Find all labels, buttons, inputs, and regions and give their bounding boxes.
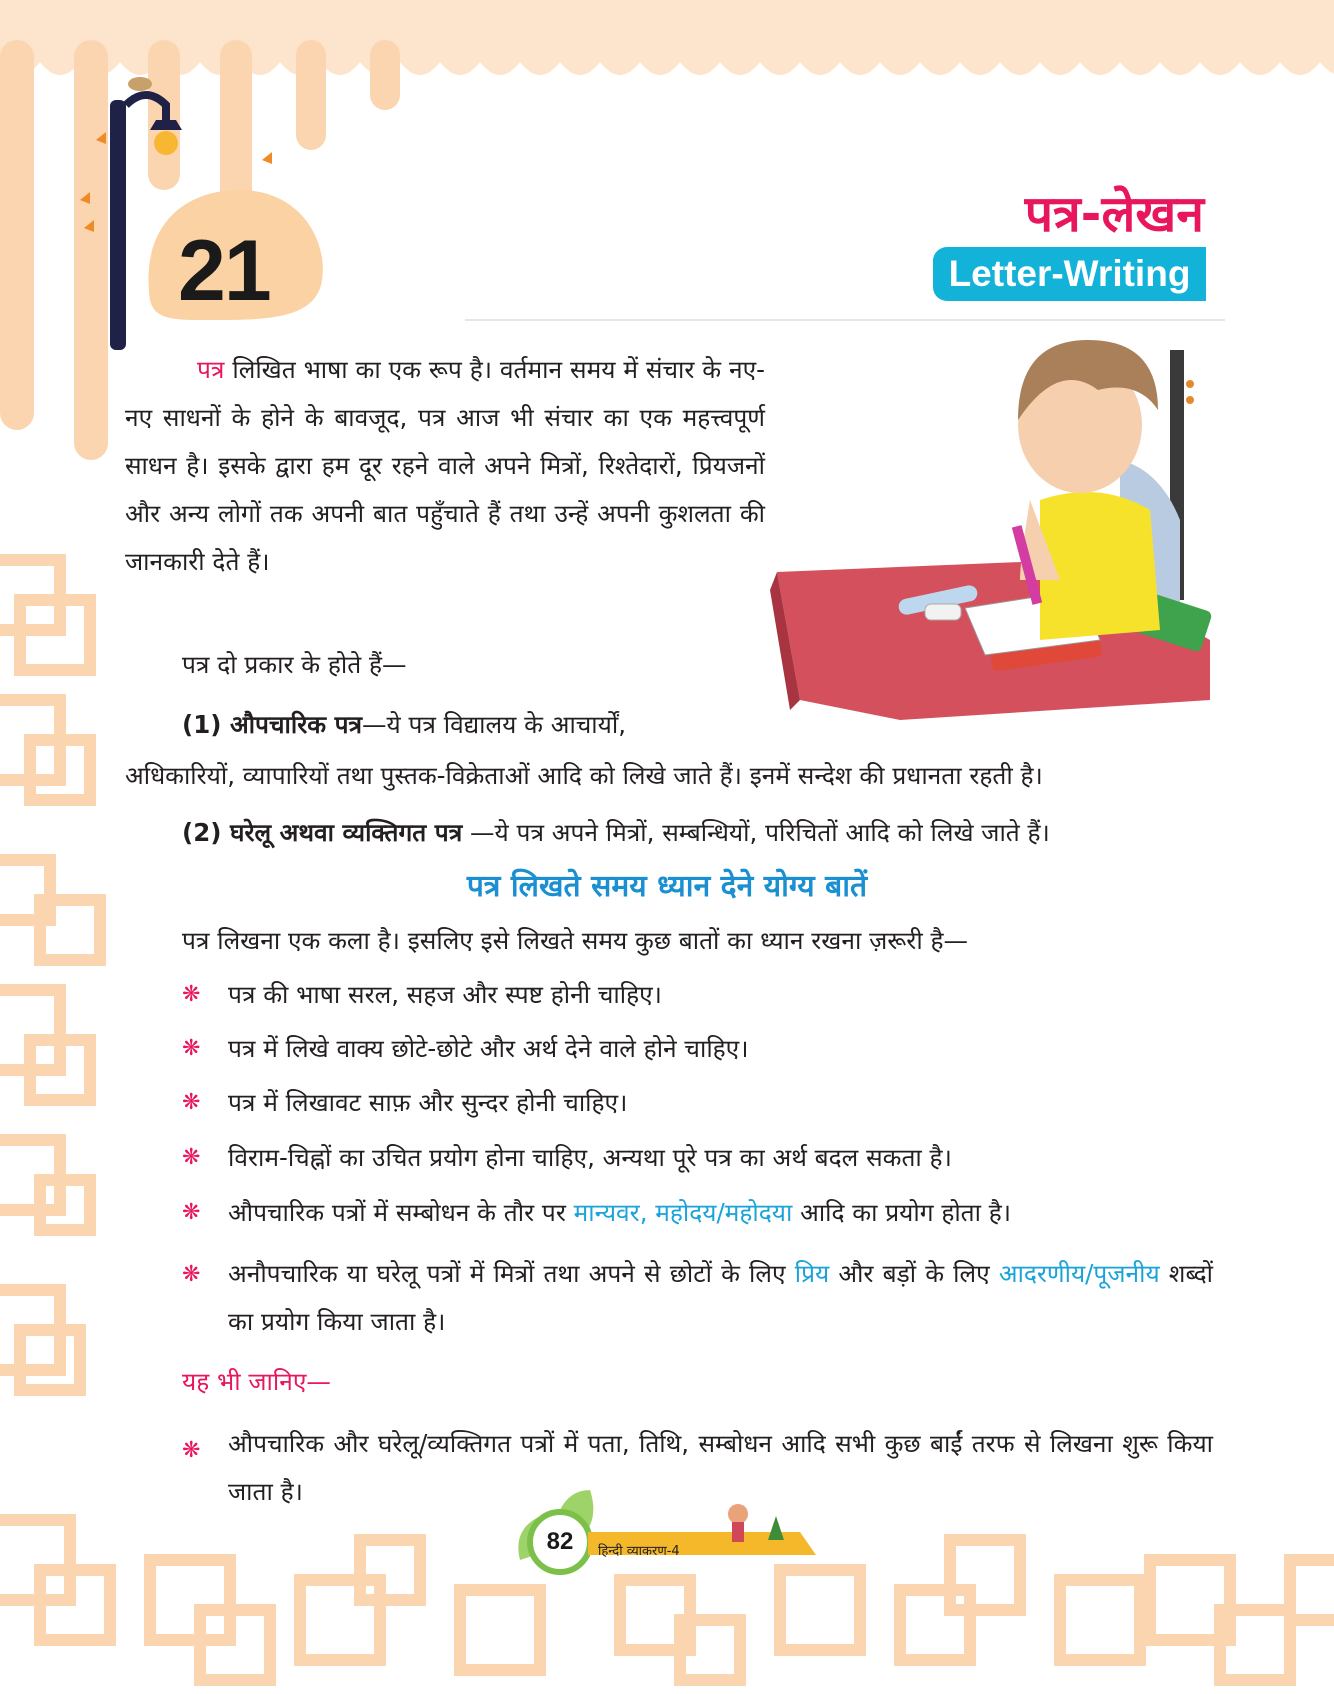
informal-text: —ये पत्र अपने मित्रों, सम्बन्धियों, परिचितों आदि को लिखे जाते हैं। [462, 818, 1050, 847]
tip-item-2: पत्र में लिखे वाक्य छोटे-छोटे और अर्थ देने वाले होने चाहिए। [228, 1034, 749, 1063]
intro-highlight: पत्र [197, 355, 225, 384]
tip-item-5 [228, 1196, 1011, 1229]
tip-item-3: पत्र में लिखावट साफ़ और सुन्दर होनी चाहिए। [228, 1088, 628, 1117]
bullet-icon: ❋ [182, 1036, 201, 1061]
tip-item-6-pre: अनौपचारिक या घरेलू पत्रों में मित्रों तथा अपने से छोटों के लिए [228, 1259, 795, 1288]
bullet-icon: ❋ [182, 1090, 201, 1115]
formal-text-2: अधिकारियों, व्यापारियों तथा पुस्तक-विक्रेताओं आदि को लिखे जाते हैं। इनमें सन्देश की प्रधानता रहती है। [125, 761, 1043, 790]
bullet-icon: ❋ [182, 1145, 201, 1170]
header-rule [465, 319, 1225, 321]
tip-item-5-post: आदि का प्रयोग होता है। [792, 1198, 1012, 1227]
formal-text-1: —ये पत्र विद्यालय के आचार्यों, [362, 710, 626, 739]
tip-item-5-highlight: मान्यवर, महोदय/महोदया [573, 1198, 793, 1227]
left-square-pattern [0, 560, 100, 1390]
tip-item-6-mid: और बड़ों के लिए [829, 1259, 999, 1288]
informal-label: (2) घरेलू अथवा व्यक्तिगत पत्र [182, 818, 463, 847]
informal-line [182, 816, 1050, 849]
formal-line [182, 708, 626, 741]
know-more-item: औपचारिक और घरेलू/व्यक्तिगत पत्रों में पता, तिथि, सम्बोधन आदि सभी कुछ बाईं तरफ से लिखना शुरू किया जाता है। [228, 1429, 1213, 1506]
know-more-heading: यह भी जानिए— [182, 1367, 331, 1396]
awning-scallops [0, 0, 1334, 75]
intro-paragraph [125, 346, 765, 586]
tip-item-6-post: शब्दों का प्रयोग किया जाता है। [228, 1259, 1213, 1336]
tip-item-4: विराम-चिह्नों का उचित प्रयोग होना चाहिए, अन्यथा पूरे पत्र का अर्थ बदल सकता है। [228, 1143, 952, 1172]
tip-item-6-highlight-2: आदरणीय/पूजनीय [998, 1259, 1160, 1288]
intro-text: लिखित भाषा का एक रूप है। वर्तमान समय में संचार के नए-नए साधनों के होने के बावजूद, पत्र आज भी संचार का एक महत्त्वपूर्ण साधन है। इसके द्वारा हम दूर रहने वाले अपने मित्रों, रिश्तेदारों, प्रियजनों और अन्य लोगों तक अपनी बात पहुँचाते हैं तथा उन्हें अपनी कुशलता की जानकारी देते हैं। [125, 355, 765, 576]
tip-item-6 [228, 1250, 1213, 1346]
tip-item-5-pre: औपचारिक पत्रों में सम्बोधन के तौर पर [228, 1198, 574, 1227]
bullet-icon: ❋ [182, 1200, 201, 1225]
tips-heading: पत्र लिखते समय ध्यान देने योग्य बातें [466, 869, 868, 904]
tips-intro: पत्र लिखना एक कला है। इसलिए इसे लिखते समय कुछ बातों का ध्यान रखना ज़रूरी है— [182, 926, 968, 955]
page-number: 82 [546, 1528, 574, 1555]
chapter-number: 21 [178, 223, 270, 319]
tip-item-1: पत्र की भाषा सरल, सहज और स्पष्ट होनी चाहिए। [228, 980, 662, 1009]
tip-item-6-highlight-1: प्रिय [794, 1259, 830, 1288]
page-title-english: Letter-Writing [933, 247, 1206, 301]
book-title: हिन्दी व्याकरण-4 [598, 1544, 680, 1559]
formal-label: (1) औपचारिक पत्र [182, 710, 363, 739]
bullet-icon: ❋ [182, 982, 201, 1007]
bullet-icon: ❋ [182, 1262, 201, 1287]
page-title-hindi: पत्र-लेखन [1024, 185, 1204, 243]
bullet-icon: ❋ [182, 1438, 201, 1463]
types-heading: पत्र दो प्रकार के होते हैं— [182, 650, 407, 679]
boy-writing-illustration [770, 340, 1213, 720]
